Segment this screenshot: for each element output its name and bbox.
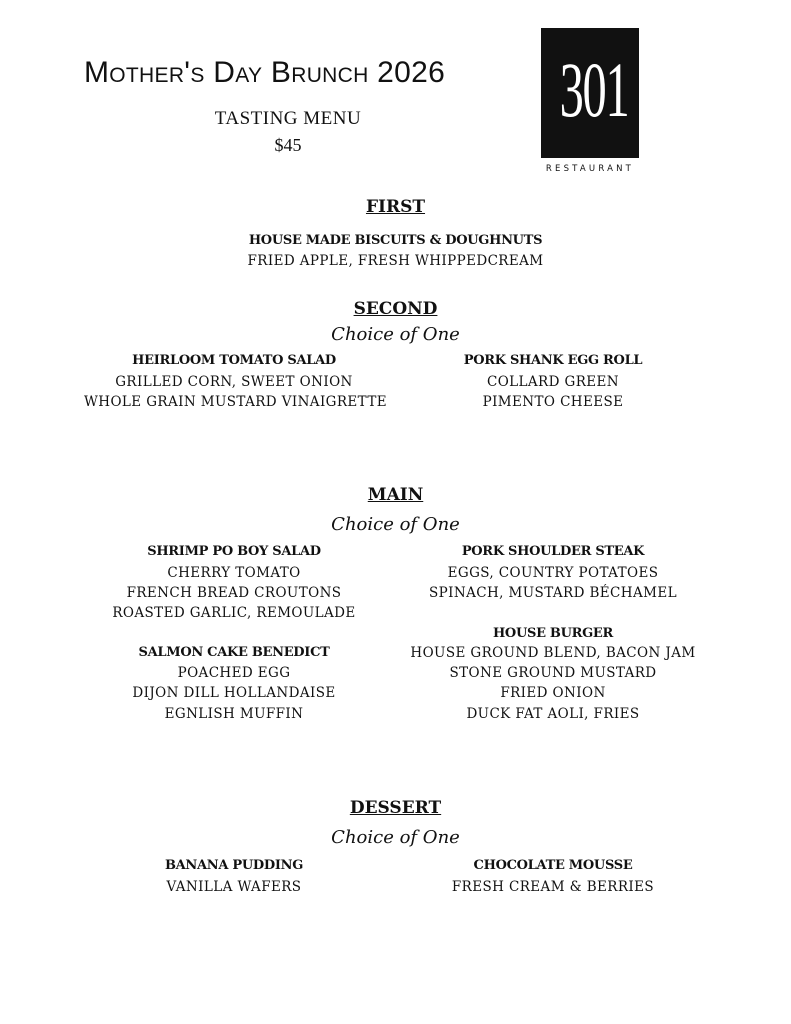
main-right2-line: STONE GROUND MUSTARD [449,665,657,681]
first-item-desc: FRIED APPLE, FRESH WHIPPEDCREAM [247,253,544,269]
main-right1-line: EGGS, COUNTRY POTATOES [447,565,659,581]
dessert-left-line: VANILLA WAFERS [166,879,302,895]
main-choice-note: Choice of One [331,514,460,535]
second-right-line: COLLARD GREEN [486,374,620,390]
second-left-item-name: HEIRLOOM TOMATO SALAD [132,353,336,368]
main-right2-line: HOUSE GROUND BLEND, BACON JAM [410,645,696,661]
main-left2-line: DIJON DILL HOLLANDAISE [132,685,336,701]
menu-price: $45 [274,135,302,155]
main-left1-line: ROASTED GARLIC, REMOULADE [112,605,356,621]
menu-title: Mother's Day Brunch 2026 [84,56,446,89]
main-right1-line: SPINACH, MUSTARD BÉCHAMEL [429,585,677,601]
main-left1-item-name: SHRIMP PO BOY SALAD [147,544,321,559]
main-right2-item-name: HOUSE BURGER [492,626,614,641]
dessert-choice-note: Choice of One [331,827,460,848]
second-left-line: GRILLED CORN, SWEET ONION [115,374,353,390]
main-left2-item-name: SALMON CAKE BENEDICT [138,645,330,660]
section-heading-main: MAIN [367,485,424,505]
main-right1-item-name: PORK SHOULDER STEAK [461,544,645,559]
second-choice-note: Choice of One [331,324,460,345]
dessert-left-item-name: BANANA PUDDING [164,858,304,873]
second-left-line: WHOLE GRAIN MUSTARD VINAIGRETTE [84,394,387,410]
section-heading-dessert: DESSERT [349,798,442,818]
main-right2-line: FRIED ONION [500,685,606,701]
second-right-item-name: PORK SHANK EGG ROLL [463,353,643,368]
main-left2-line: POACHED EGG [177,665,291,681]
second-right-line: PIMENTO CHEESE [482,394,624,410]
logo-number: 301 [559,46,629,133]
main-left1-line: FRENCH BREAD CROUTONS [126,585,342,601]
main-left1-line: CHERRY TOMATO [167,565,301,581]
section-heading-first: FIRST [365,197,426,217]
dessert-right-item-name: CHOCOLATE MOUSSE [473,858,633,873]
main-left2-line: EGNLISH MUFFIN [164,706,304,722]
section-heading-second: SECOND [353,299,438,319]
main-right2-line: DUCK FAT AOLI, FRIES [466,706,640,722]
logo-wordmark: RESTAURANT [545,164,635,174]
first-item-name: HOUSE MADE BISCUITS & DOUGHNUTS [248,233,543,248]
menu-subtitle: TASTING MENU [214,108,362,129]
dessert-right-line: FRESH CREAM & BERRIES [451,879,655,895]
